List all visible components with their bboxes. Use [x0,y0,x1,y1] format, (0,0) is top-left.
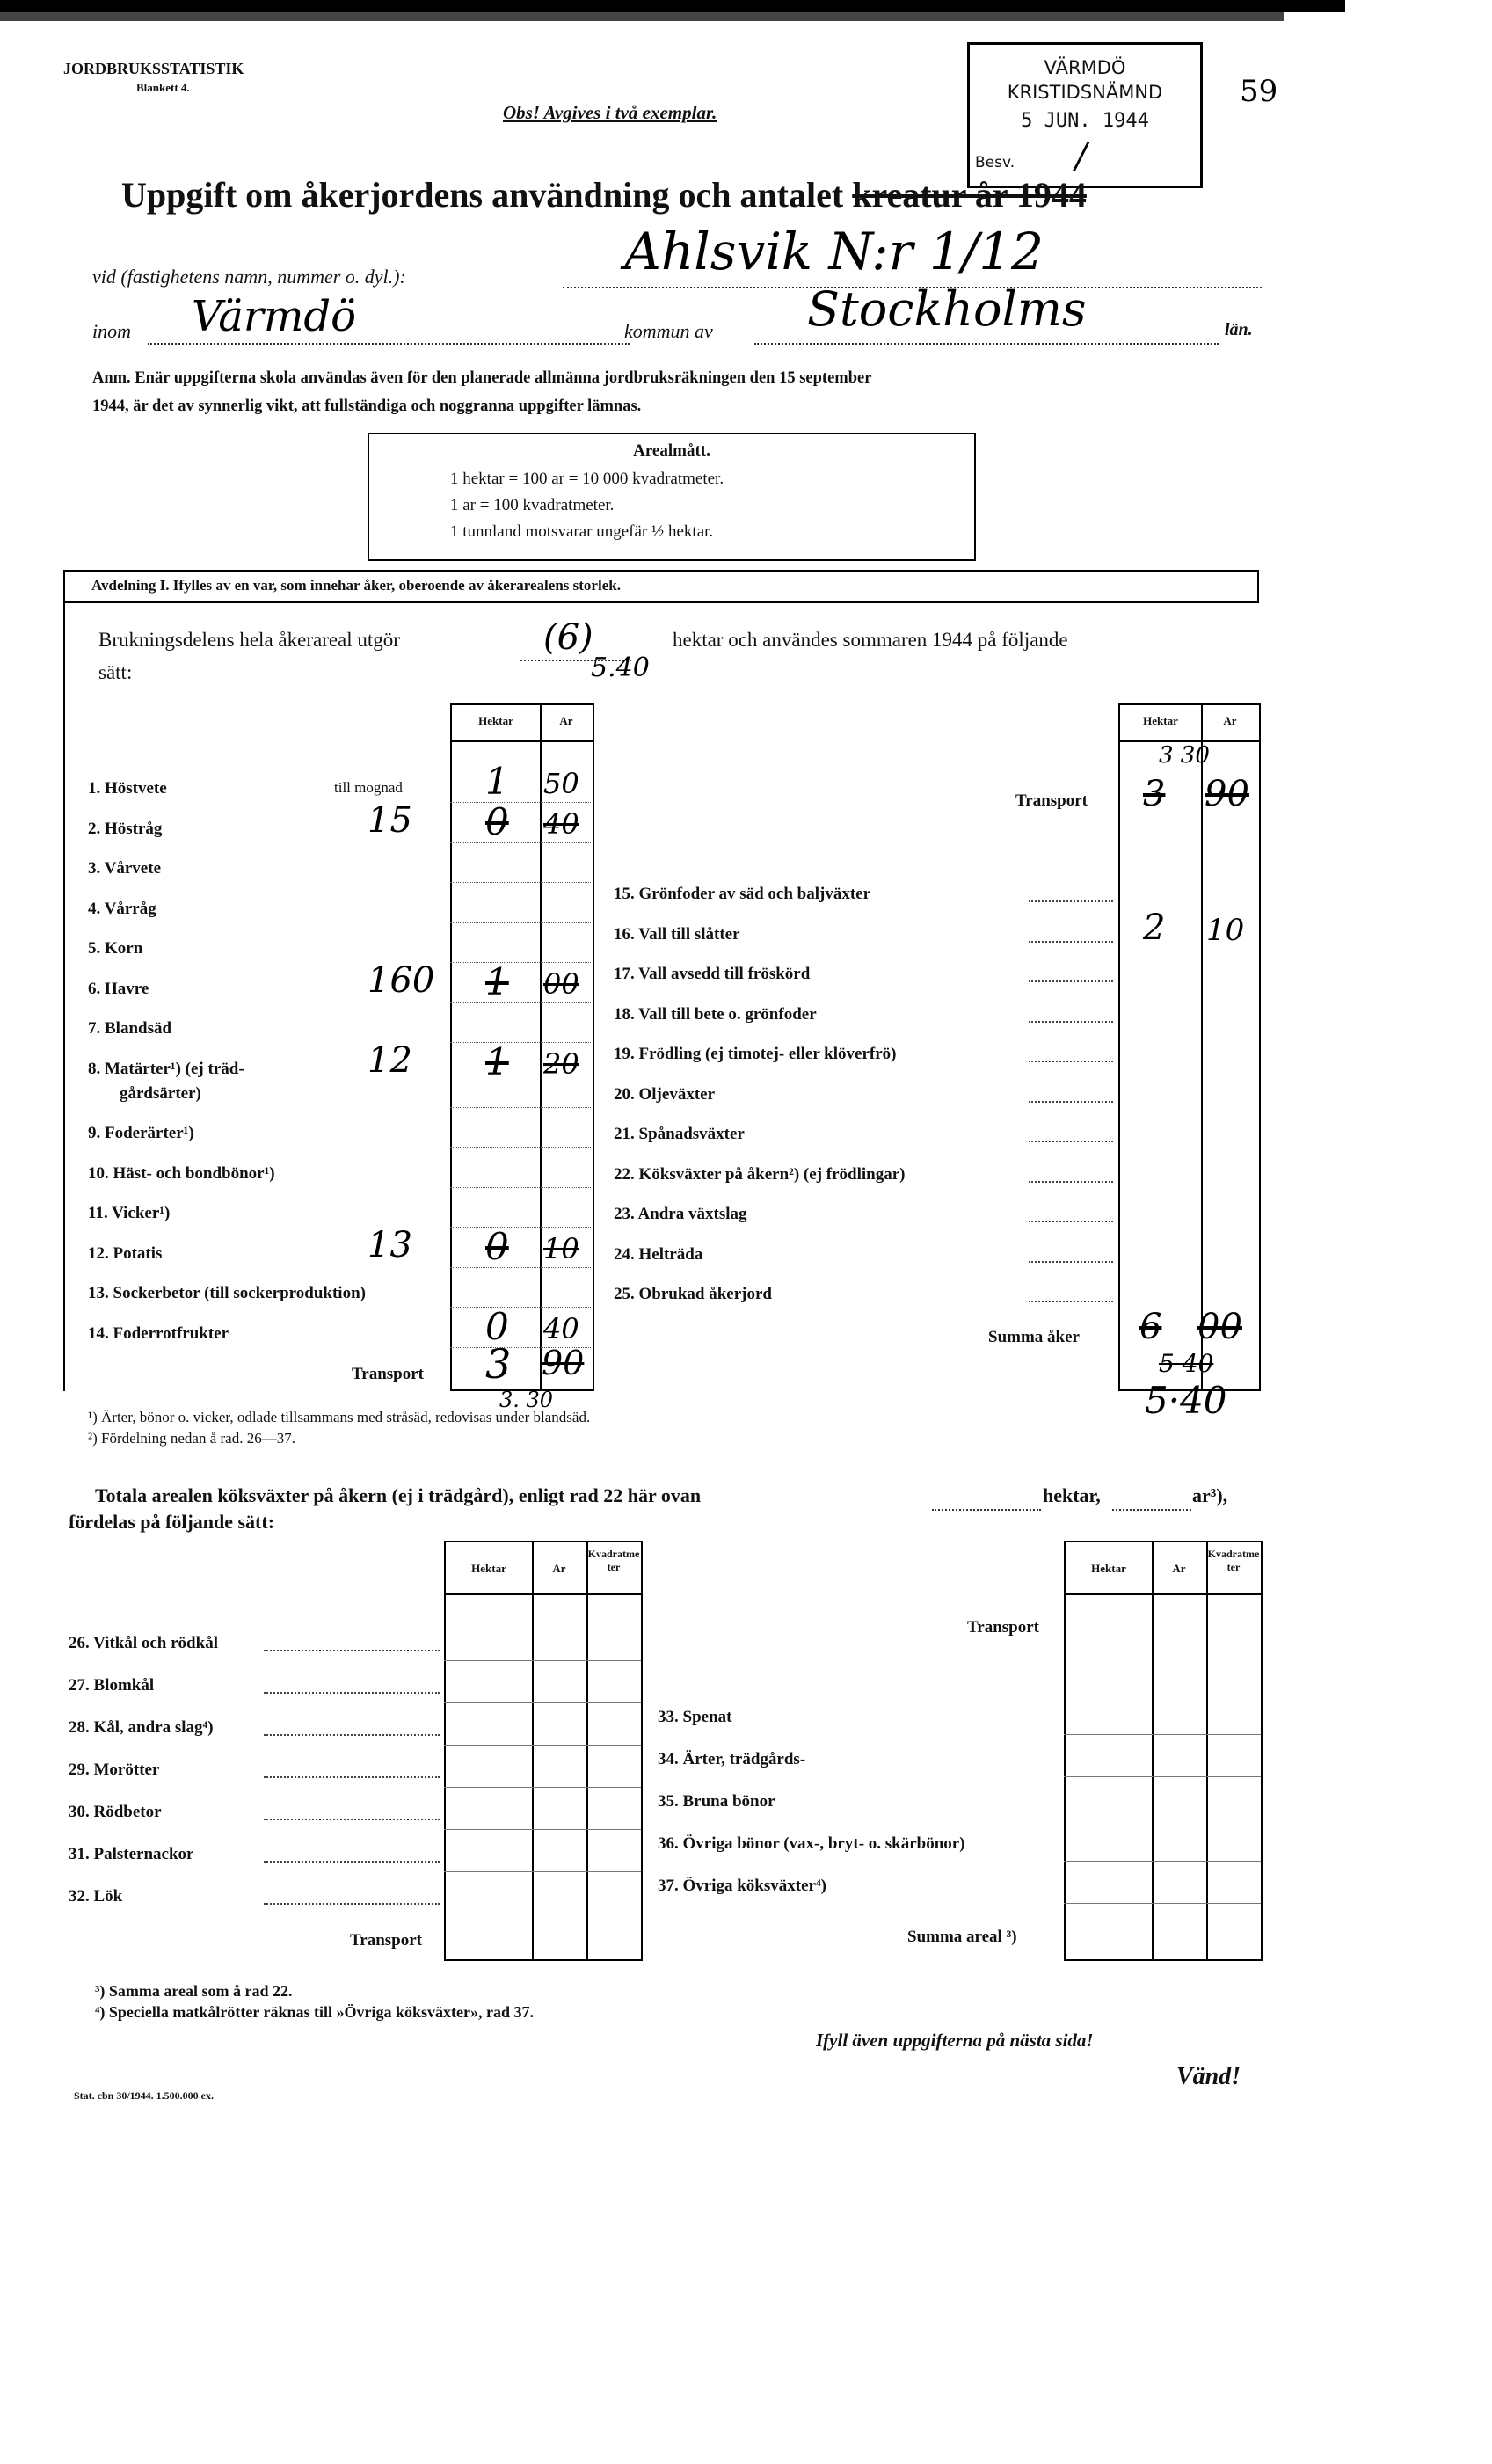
vid-label: vid (fastighetens namn, nummer o. dyl.): [92,266,406,288]
summa-aker-ar[interactable]: 00 [1197,1307,1242,1347]
stamp-besv-value: / [1075,136,1088,177]
vegetable-row-label: 28. Kål, andra slag⁴) [69,1718,214,1737]
crop-row-label: 23. Andra växtslag [614,1205,747,1223]
s2-right-col-kvm: Kvadratmeter [1207,1548,1260,1573]
left-transport-label: Transport [352,1365,424,1383]
inom-field[interactable] [148,292,630,345]
crop-row-hektar[interactable]: 1 [485,760,509,803]
crop-row-hektar[interactable]: 0 [485,1304,509,1348]
total-area-correction: 5.40 [591,652,650,683]
vegetable-row-label: 29. Morötter [69,1761,160,1779]
page-title [121,174,1087,215]
left-col-ar-header: Ar [559,714,573,727]
vegetable-row-rule[interactable] [1064,1776,1261,1777]
stamp-line2: KRISTIDSNÄMND [1007,82,1163,103]
crop-row-label: 16. Vall till slåtter [614,924,740,944]
lan-field[interactable] [754,281,1219,345]
crop-row-label: 15. Grönfoder av säd och baljväxter [614,885,871,903]
print-note: Stat. cbn 30/1944. 1.500.000 ex. [74,2089,214,2102]
crop-row-ar[interactable]: 10 [543,1231,579,1265]
footnote-3: ³) Samma areal som å rad 22. [95,1982,293,2000]
section2-intro-b: fördelas på följande sätt: [69,1511,275,1533]
vegetable-row-label: 27. Blomkål [69,1676,155,1695]
page-title-struck: kreatur år 1944 [852,175,1087,215]
section2-intro-a: Totala arealen köksväxter på åkern (ej i trädgård), enligt rad 22 här ovan [95,1484,702,1506]
crop-row-label: 2. Höstråg [88,819,163,838]
vegetable-row-rule[interactable] [444,1871,641,1872]
crop-row-label: gårdsärter) [120,1083,201,1103]
section1-intro-a-text: Brukningsdelens hela åkerareal utgör [98,629,400,651]
arealmatt-box [368,433,976,561]
vegetable-row-label: 32. Lök [69,1887,123,1906]
vid-value: Ahlsvik N:r 1/12 [624,222,1044,281]
crop-row-leader [1029,980,1113,982]
crop-row-label: 25. Obrukad åkerjord [614,1285,772,1303]
summa-aker-hektar[interactable]: 6 [1139,1307,1162,1347]
vand-note: Vänd! [1176,2063,1241,2090]
crop-row-rule [450,1187,591,1188]
section1-intro-a [98,629,400,652]
inom-value: Värmdö [192,292,356,341]
crop-row-ar[interactable]: 40 [543,806,579,841]
page-top-edge-shadow [0,12,1284,21]
arealmatt-line1: 1 hektar = 100 ar = 10 000 kvadratmeter. [450,470,724,488]
crop-row-label: 24. Helträda [614,1244,703,1264]
obs-note: Obs! Avgives i två exemplar. [503,102,717,123]
crop-row-note: 12 [368,1039,412,1081]
crop-row-rule [450,1267,591,1268]
crop-row-label: 22. Köksväxter på åkern²) (ej frödlingar) [614,1164,906,1184]
crop-row-hektar[interactable]: 1 [485,1039,509,1083]
org-label: JORDBRUKSSTATISTIK [63,60,244,77]
arealmatt-line3: 1 tunnland motsvarar ungefär ½ hektar. [450,522,714,541]
summa-aker-correction2: 5·40 [1145,1379,1227,1422]
crop-row-note: 13 [368,1224,412,1265]
section2-right-table [1064,1541,1263,1961]
inom-label: inom [92,320,131,342]
section2-ar-field[interactable] [1112,1490,1191,1511]
vegetable-row-rule[interactable] [1064,1903,1261,1904]
vegetable-row-leader [264,1861,440,1863]
s2-right-header-rule [1066,1593,1261,1595]
section2-left-table [444,1541,643,1961]
summa-aker-correction1: 5 40 [1159,1349,1214,1378]
section1-intro-b: hektar och användes sommaren 1944 på följande [673,629,1068,651]
vegetable-row-leader [264,1819,440,1820]
crop-row-rule [450,802,591,803]
footnote-1: ¹) Ärter, bönor o. vicker, odlade tillsammans med stråsäd, redovisas under blandsäd. [88,1409,591,1425]
stamp-line1: VÄRMDÖ [1044,57,1126,78]
crop-row-note: 15 [368,799,412,841]
right-transport-label: Transport [1015,791,1088,810]
stamp-date: 5 JUN. 1944 [1021,110,1149,132]
lan-label: län. [1225,320,1253,339]
vegetable-row-rule[interactable] [1064,1861,1261,1862]
s2-left-col-ar: Ar [552,1562,566,1575]
crop-row-rule [450,1307,591,1308]
vegetable-row-label: 34. Ärter, trädgårds- [658,1750,806,1768]
right-transport-ar[interactable]: 90 [1205,774,1249,814]
right-col-ar-header: Ar [1223,714,1237,727]
arealmatt-line2: 1 ar = 100 kvadratmeter. [450,496,615,514]
crop-row-rule [450,962,591,963]
s2-right-div1 [1152,1542,1154,1959]
left-transport-correction: 3. 30 [499,1388,554,1412]
crop-row-label: 21. Spånadsväxter [614,1125,745,1143]
s2-right-col-hektar: Hektar [1091,1562,1126,1575]
crop-row-leader [1029,1101,1113,1103]
vegetable-row-label: 26. Vitkål och rödkål [69,1634,218,1652]
vegetable-row-rule[interactable] [444,1745,641,1746]
left-col-hektar-header: Hektar [478,714,513,727]
crop-row-label: 17. Vall avsedd till fröskörd [614,965,811,983]
vegetable-row-leader [264,1734,440,1736]
right-col-hektar-header: Hektar [1143,714,1178,727]
kommun-label: kommun av [624,320,713,342]
vegetable-row-leader [264,1776,440,1778]
crop-row-label: 7. Blandsäd [88,1019,172,1038]
crop-row-rule [450,882,591,883]
s2-left-header-rule [446,1593,641,1595]
crop-row-label: 3. Vårvete [88,859,162,878]
crop-row-ar[interactable]: 20 [543,1046,579,1081]
crop-row-label: 1. Höstvete [88,779,167,798]
blankett-label: Blankett 4. [136,81,190,94]
section1-heading: Avdelning I. Ifylles av en var, som innehar åker, oberoende av åkerarealens storlek. [91,577,621,594]
right-transport-hektar[interactable]: 3 [1143,774,1166,814]
page-number: 59 [1240,74,1278,109]
vegetable-row-rule[interactable] [444,1660,641,1661]
crop-row-leader [1029,1021,1113,1023]
anm-line1: Anm. Enär uppgifterna skola användas även för den planerade allmänna jordbruksräkningen den 15 september [92,369,872,387]
s2-right-col-ar: Ar [1172,1562,1186,1575]
vegetable-row-label: 35. Bruna bönor [658,1792,775,1811]
vegetable-row-rule[interactable] [444,1829,641,1830]
crop-row-hektar[interactable]: 0 [485,1224,509,1268]
section1-heading-rule [63,601,1257,603]
vegetable-row-rule[interactable] [444,1787,641,1788]
crop-row-label: 4. Vårråg [88,899,156,918]
total-area-value: (6) [543,617,593,658]
crop-row-label: 11. Vicker¹) [88,1204,171,1222]
crop-row-hektar[interactable]: 1 [485,959,509,1003]
crop-row-rule [450,922,591,923]
section1-intro-c: sätt: [98,661,133,683]
crop-row-label: 10. Häst- och bondbönor¹) [88,1163,275,1183]
ifyll-note: Ifyll även uppgifterna på nästa sida! [816,2030,1094,2051]
section2-hektar-field[interactable] [932,1490,1041,1511]
footnote-4: ⁴) Speciella matkålrötter räknas till »Övriga köksväxter», rad 37. [95,2003,535,2021]
s2-left-col-hektar: Hektar [471,1562,506,1575]
arealmatt-title: Arealmått. [633,441,710,460]
crop-row-label: 18. Vall till bete o. grönfoder [614,1004,817,1024]
s2-left-col-kvm: Kvadratmeter [587,1548,640,1573]
page-title-main: Uppgift om åkerjordens användning och antalet [121,175,844,215]
crop-row-ar[interactable]: 50 [543,767,579,800]
crop-row-label: 6. Havre [88,979,149,998]
crop-row-label: 9. Foderärter¹) [88,1124,194,1142]
s2-right-transport: Transport [967,1618,1039,1637]
crop-row-leader [1029,1261,1113,1263]
stamp-besv-label: Besv. [975,154,1015,171]
vegetable-row-label: 37. Övriga köksväxter⁴) [658,1877,826,1895]
left-header-rule [452,740,593,742]
crop-row-hektar[interactable]: 0 [485,799,509,843]
left-transport-ar[interactable]: 90 [542,1344,585,1382]
crop-row-rule [450,1147,591,1148]
s2-right-div2 [1206,1542,1208,1959]
crop-row-label: 5. Korn [88,939,143,958]
crop-row-leader [1029,900,1113,902]
vegetable-row-rule[interactable] [1064,1734,1261,1735]
crop-row-label: 13. Sockerbetor (till sockerproduktion) [88,1284,366,1302]
s2-left-transport: Transport [350,1931,422,1950]
crop-row-leader [1029,1141,1113,1142]
crop-row-leader [1029,1221,1113,1222]
section2-hektar-label: hektar, [1043,1484,1101,1506]
section1-frame-right [1257,570,1259,603]
crop-row-ar[interactable]: 10 [1206,912,1245,948]
crop-row-rule [450,1042,591,1043]
s2-left-div2 [586,1542,588,1959]
crop-row-label: 19. Frödling (ej timotej- eller klöverfrö) [614,1045,897,1063]
lan-value: Stockholms [807,281,1087,337]
left-col-divider [540,705,542,1389]
crop-row-label: 20. Oljeväxter [614,1084,716,1104]
summa-aker-label: Summa åker [988,1328,1080,1346]
footnote-2: ²) Fördelning nedan å rad. 26—37. [88,1430,295,1447]
crop-row-leader [1029,1061,1113,1062]
crop-row-label: 8. Matärter¹) (ej träd- [88,1059,244,1078]
crop-row-note: 160 [368,959,435,1001]
vegetable-row-leader [264,1650,440,1651]
crop-row-rule [450,1002,591,1003]
vegetable-row-label: 31. Palsternackor [69,1845,194,1863]
vegetable-row-leader [264,1903,440,1905]
crop-row-hektar[interactable]: 2 [1143,907,1166,948]
anm-line2: 1944, är det av synnerlig vikt, att fullständiga och noggranna uppgifter lämnas. [92,397,642,415]
crop-row-leader [1029,941,1113,943]
vegetable-row-label: 30. Rödbetor [69,1803,162,1821]
crop-row-ar[interactable]: 00 [543,966,579,1001]
page-top-edge [0,0,1345,12]
crop-row-label: 12. Potatis [88,1243,163,1263]
s2-summa-label: Summa areal ³) [907,1928,1017,1946]
vegetable-row-leader [264,1692,440,1694]
crop-row-leader [1029,1301,1113,1302]
right-col-divider [1201,705,1203,1389]
crop-row-leader [1029,1181,1113,1183]
s2-left-div1 [532,1542,534,1959]
vegetable-row-label: 33. Spenat [658,1708,732,1726]
vegetable-row-label: 36. Övriga bönor (vax-, bryt- o. skärbönor) [658,1834,965,1853]
kristidsnamnd-stamp [967,42,1203,188]
section2-ar-label: ar³), [1192,1484,1228,1506]
crop-row-rule [450,842,591,843]
left-transport-hektar[interactable]: 3 [485,1340,512,1388]
vegetable-row-rule[interactable] [444,1702,641,1703]
till-mognad-label: till mognad [334,779,403,796]
crop-row-rule [450,1227,591,1228]
crop-row-label: 14. Foderrotfrukter [88,1323,229,1343]
crop-row-ar[interactable]: 40 [543,1311,579,1345]
right-transport-correction: 3 30 [1159,742,1210,769]
crop-row-rule [450,1107,591,1108]
